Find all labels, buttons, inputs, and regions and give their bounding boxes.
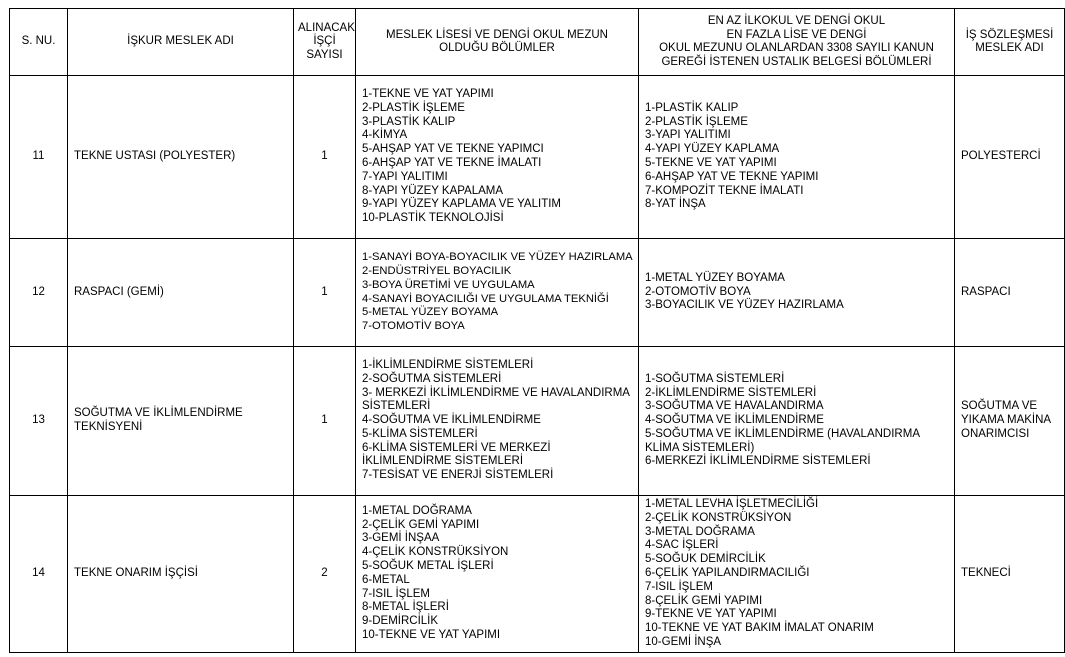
- list-item: 6-KLİMA SİSTEMLERİ VE MERKEZİ İKLİMLENDİRME SİSTEMLERİ: [362, 441, 551, 468]
- list-item: 9-YAPI YÜZEY KAPLAMA VE YALITIM: [362, 198, 561, 211]
- list-item: 8-METAL İŞLERİ: [362, 601, 449, 614]
- list-item: 8-ÇELİK GEMİ YAPIMI: [645, 594, 763, 607]
- list-item: 1-METAL YÜZEY BOYAMA: [645, 271, 785, 284]
- contract-job-name: SOĞUTMA VE YIKAMA MAKİNA ONARIMCISI: [955, 347, 1065, 496]
- table-row: [10, 347, 1065, 496]
- worker-count: 2: [294, 496, 356, 653]
- header-sequence-number: S. NU.: [10, 9, 68, 76]
- list-item: 3-BOYACILIK VE YÜZEY HAZIRLAMA: [645, 299, 844, 312]
- vocational-departments: [356, 239, 639, 347]
- mastery-certificate-departments: [639, 496, 955, 653]
- list-item: 9-TEKNE VE YAT YAPIMI: [645, 608, 777, 621]
- table-row: [10, 239, 1065, 347]
- list-item: 3-GEMİ İNŞAA: [362, 532, 440, 545]
- row-number: 11: [10, 76, 68, 239]
- table-row: [10, 76, 1065, 239]
- list-item: 2-ÇELİK KONSTRÜKSİYON: [645, 511, 792, 524]
- table-row: [10, 496, 1065, 653]
- list-item: 2-PLASTİK İŞLEME: [645, 115, 748, 128]
- contract-job-name: RASPACI: [955, 239, 1065, 347]
- list-item: 8-YAPI YÜZEY KAPALAMA: [362, 184, 504, 197]
- list-item: 4-ÇELİK KONSTRÜKSİYON: [362, 546, 509, 559]
- list-item: 1-PLASTİK KALIP: [645, 101, 739, 114]
- list-item: 3-METAL DOĞRAMA: [645, 525, 755, 538]
- contract-job-name: TEKNECİ: [955, 496, 1065, 653]
- list-item: 6-ÇELİK YAPILANDIRMACILIĞI: [645, 566, 810, 579]
- row-number: 13: [10, 347, 68, 496]
- row-number: 12: [10, 239, 68, 347]
- list-item: 9-DEMİRCİLİK: [362, 615, 439, 628]
- list-item: 5-AHŞAP YAT VE TEKNE YAPIMCI: [362, 143, 544, 156]
- list-item: 7-OTOMOTİV BOYA: [362, 320, 465, 333]
- vocational-departments: [356, 496, 639, 653]
- list-item: 6-METAL: [362, 573, 410, 586]
- header-line: EN AZ İLKOKUL VE DENGİ OKUL: [707, 15, 886, 27]
- department-list: [645, 272, 950, 313]
- list-item: 2-ÇELİK GEMİ YAPIMI: [362, 518, 480, 531]
- list-item: 6-AHŞAP YAT VE TEKNE İMALATI: [362, 157, 542, 169]
- header-line: EN FAZLA LİSE VE DENGİ: [726, 28, 867, 41]
- row-number: 14: [10, 496, 68, 653]
- job-requirements-table: [9, 8, 1065, 653]
- list-item: 4-YAPI YÜZEY KAPLAMA: [645, 143, 780, 156]
- list-item: 6-AHŞAP YAT VE TEKNE YAPIMI: [645, 170, 819, 183]
- list-item: 3-PLASTİK KALIP: [362, 115, 456, 128]
- list-item: 7-TESİSAT VE ENERJİ SİSTEMLERİ: [362, 469, 554, 482]
- mastery-certificate-departments: [639, 347, 955, 496]
- list-item: 1-SOĞUTMA SİSTEMLERİ: [645, 372, 785, 385]
- list-item: 7-KOMPOZİT TEKNE İMALATI: [645, 184, 804, 197]
- list-item: 10-PLASTİK TEKNOLOJİSİ: [362, 212, 504, 225]
- list-item: 2-ENDÜSTRİYEL BOYACILIK: [362, 264, 512, 277]
- list-item: 4-SOĞUTMA VE İKLİMLENDİRME: [362, 414, 541, 427]
- job-name: TEKNE ONARIM İŞÇİSİ: [68, 496, 294, 653]
- header-line: OKUL MEZUNU OLANLARDAN 3308 SAYILI KANUN: [659, 42, 934, 54]
- list-item: 4-KİMYA: [362, 129, 408, 142]
- department-list: [362, 505, 634, 643]
- header-contract-job-name: İŞ SÖZLEŞMESİ MESLEK ADI: [955, 9, 1065, 76]
- list-item: 5-KLİMA SİSTEMLERİ: [362, 427, 478, 440]
- list-item: 4-SAC İŞLERİ: [645, 539, 719, 552]
- department-list: [362, 359, 634, 483]
- list-item: 5-SOĞUK METAL İŞLERİ: [362, 560, 494, 573]
- header-worker-count: ALINACAK İŞÇİ SAYISI: [294, 9, 356, 76]
- vocational-departments: [356, 347, 639, 496]
- job-name: TEKNE USTASI (POLYESTER): [68, 76, 294, 239]
- header-line: GEREĞİ İSTENEN USTALIK BELGESİ BÖLÜMLERİ: [661, 55, 932, 68]
- list-item: 8-YAT İNŞA: [645, 198, 706, 211]
- header-mastery-certificate-departments: [639, 9, 955, 76]
- list-item: 3-BOYA ÜRETİMİ VE UYGULAMA: [362, 278, 535, 291]
- mastery-certificate-departments: [639, 76, 955, 239]
- list-item: 5-SOĞUTMA VE İKLİMLENDİRME (HAVALANDIRMA KLİMA SİSTEMLERİ): [645, 427, 920, 454]
- worker-count: 1: [294, 347, 356, 496]
- list-item: 2-OTOMOTİV BOYA: [645, 285, 751, 298]
- list-item: 10-TEKNE VE YAT YAPIMI: [362, 629, 501, 642]
- list-item: 10-TEKNE VE YAT BAKIM İMALAT ONARIM: [645, 622, 874, 635]
- header-iskur-job-name: İŞKUR MESLEK ADI: [68, 9, 294, 76]
- department-list: [645, 498, 950, 650]
- list-item: 4-SOĞUTMA VE İKLİMLENDİRME: [645, 414, 824, 427]
- list-item: 5-SOĞUK DEMİRCİLİK: [645, 553, 766, 566]
- list-item: 3-YAPI YALITIMI: [645, 129, 731, 142]
- list-item: 7-ISIL İŞLEM: [645, 580, 713, 593]
- list-item: 3-SOĞUTMA VE HAVALANDIRMA: [645, 400, 824, 413]
- job-name: RASPACI (GEMİ): [68, 239, 294, 347]
- list-item: 2-PLASTİK İŞLEME: [362, 101, 465, 114]
- department-list: [645, 102, 950, 212]
- list-item: 2-SOĞUTMA SİSTEMLERİ: [362, 372, 502, 385]
- list-item: 5-METAL YÜZEY BOYAMA: [362, 306, 499, 319]
- list-item: 2-İKLİMLENDİRME SİSTEMLERİ: [645, 386, 817, 399]
- department-list: [362, 88, 634, 226]
- worker-count: 1: [294, 76, 356, 239]
- list-item: 1-METAL DOĞRAMA: [362, 504, 472, 517]
- header-vocational-departments: MESLEK LİSESİ VE DENGİ OKUL MEZUN OLDUĞU BÖLÜMLER: [356, 9, 639, 76]
- list-item: 4-SANAYİ BOYACILIĞI VE UYGULAMA TEKNİĞİ: [362, 292, 609, 305]
- vocational-departments: [356, 76, 639, 239]
- list-item: 5-TEKNE VE YAT YAPIMI: [645, 157, 777, 169]
- list-item: 3- MERKEZİ İKLİMLENDİRME VE HAVALANDIRMA SİSTEMLERİ: [362, 386, 630, 413]
- list-item: 1-METAL LEVHA İŞLETMECİLİĞİ: [645, 498, 819, 510]
- contract-job-name: POLYESTERCİ: [955, 76, 1065, 239]
- list-item: 7-ISIL İŞLEM: [362, 587, 430, 600]
- department-list: [362, 251, 634, 334]
- list-item: 1-SANAYİ BOYA-BOYACILIK VE YÜZEY HAZIRLAMA: [362, 251, 633, 264]
- mastery-certificate-departments: [639, 239, 955, 347]
- job-name: SOĞUTMA VE İKLİMLENDİRME TEKNİSYENİ: [68, 347, 294, 496]
- list-item: 10-GEMİ İNŞA: [645, 635, 722, 648]
- department-list: [645, 373, 950, 470]
- list-item: 7-YAPI YALITIMI: [362, 170, 448, 183]
- worker-count: 1: [294, 239, 356, 347]
- table-header-row: [10, 9, 1065, 76]
- list-item: 1-TEKNE VE YAT YAPIMI: [362, 88, 494, 101]
- list-item: 6-MERKEZİ İKLİMLENDİRME SİSTEMLERİ: [645, 455, 871, 468]
- list-item: 1-İKLİMLENDİRME SİSTEMLERİ: [362, 358, 534, 371]
